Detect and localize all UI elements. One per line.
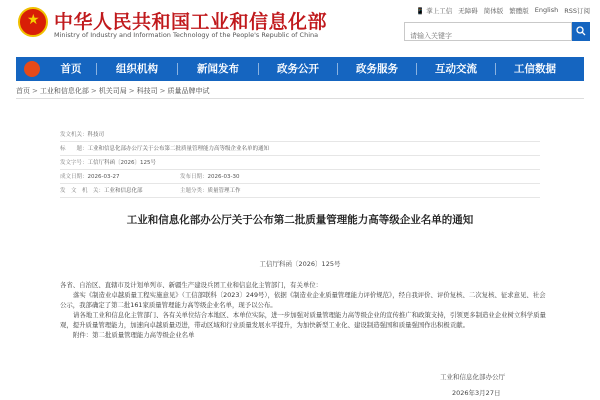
nav-organization[interactable]: 组织机构 [116, 63, 158, 75]
search-box [404, 22, 572, 41]
document-body [60, 280, 548, 340]
meta-row-issuer [60, 128, 540, 142]
document-number: 工信厅科函〔2026〕125号 [259, 260, 341, 268]
meta-label: 主题分类： [180, 188, 208, 194]
meta-label: 成文日期： [60, 174, 88, 180]
attachment-link[interactable]: 附件：第二批质量管理能力高等级企业名单 [73, 331, 195, 339]
nav-news[interactable]: 新闻发布 [197, 63, 239, 75]
meta-row-dates [60, 170, 540, 184]
meta-row-category [60, 184, 540, 198]
signature-org: 工业和信息化部办公厅 [440, 373, 505, 381]
meta-label: 发文字号： [60, 160, 88, 166]
meta-org [60, 184, 180, 197]
signature-date: 2026年3月27日 [452, 389, 501, 397]
meta-row-doc-number [60, 156, 540, 170]
meta-value: 工业和信息化部办公厅关于公布第二批质量管理能力高等级企业名单的通知 [87, 146, 270, 152]
national-emblem-icon[interactable] [18, 7, 48, 37]
meta-topic [180, 184, 300, 197]
site-header [0, 0, 600, 54]
mobile-app-link[interactable]: 📱 掌上工信 [416, 7, 453, 15]
breadcrumb-separator: > [90, 87, 97, 95]
meta-value: 2026-03-30 [207, 174, 240, 180]
paragraph-decision: 落实《制造业卓越质量工程实施意见》（工信部联科〔2023〕249号），依据《制造业企业质量管理能力评价规范》，经自我评价、评价复核、二次复核、征求意见、社会公示，我部确定了第二批161家质量管理能力高等级企业名单，现予以公布。 [60, 291, 546, 309]
meta-label: 发布日期： [180, 174, 208, 180]
english-link[interactable]: English [534, 6, 559, 14]
breadcrumb-home[interactable]: 首页 [16, 87, 30, 95]
nav-government-affairs[interactable]: 政务公开 [277, 63, 319, 75]
meta-label: 发 文 机 关： [60, 188, 105, 194]
top-links [416, 6, 590, 15]
simplified-link[interactable]: 简体版 [483, 7, 504, 15]
meta-label: 发文机关： [60, 132, 88, 138]
nav-interaction[interactable]: 互动交流 [435, 63, 477, 75]
breadcrumb-ministry[interactable]: 工业和信息化部 [39, 87, 89, 95]
search-icon [576, 26, 586, 36]
breadcrumb-departments[interactable]: 机关司局 [98, 87, 127, 95]
breadcrumb-separator: > [159, 87, 166, 95]
search-button[interactable] [572, 22, 590, 41]
breadcrumb-separator: > [128, 87, 135, 95]
breadcrumb-divider [16, 98, 584, 99]
document-metadata [60, 128, 540, 198]
site-title-en: Ministry of Industry and Information Technology of the People's Republic of China [54, 31, 319, 39]
star-icon: ★ [27, 12, 40, 28]
meta-row-title [60, 142, 540, 156]
rss-link[interactable]: RSS订阅 [564, 7, 590, 15]
meta-written-date [60, 170, 180, 183]
meta-publish-date [180, 170, 300, 183]
meta-label: 标 题： [60, 146, 88, 152]
paragraph-requirements: 请各地工业和信息化主管部门、各有关单位结合本地区、本单位实际，进一步加强对质量管理能力高等级企业的宣传推广和政策支持，引领更多制造业企业树立科学质量观，提升质量管理能力，加速向卓越质量迈进，带动区域和行业质量发展水平提升，为加快新型工业化、建设制造强国和质量强国作出积极贡献。 [60, 311, 546, 329]
meta-value: 质量管理工作 [207, 188, 241, 194]
home-logo-icon[interactable] [16, 57, 46, 81]
meta-value: 2026-03-27 [87, 174, 120, 180]
meta-value: 工业和信息化部 [104, 188, 143, 194]
paragraph-salutation: 各省、自治区、直辖市及计划单列市、新疆生产建设兵团工业和信息化主管部门，有关单位： [60, 281, 323, 289]
search-input[interactable] [405, 28, 545, 45]
breadcrumb-tech-dept[interactable]: 科技司 [136, 87, 158, 95]
meta-value: 科技司 [87, 132, 105, 138]
accessibility-link[interactable]: 无障碍 [458, 7, 478, 15]
nav-home[interactable]: 首页 [60, 63, 82, 75]
document-title: 工业和信息化部办公厅关于公布第二批质量管理能力高等级企业名单的通知 [126, 214, 474, 226]
traditional-link[interactable]: 繁體版 [509, 7, 529, 15]
breadcrumb-separator: > [32, 87, 38, 95]
site-title[interactable]: 中华人民共和国工业和信息化部 [54, 11, 328, 33]
meta-value: 工信厅科函〔2026〕125号 [87, 160, 157, 166]
main-nav [16, 57, 584, 81]
nav-data[interactable]: 工信数据 [514, 63, 556, 75]
breadcrumb-quality[interactable]: 质量品牌申试 [167, 87, 210, 95]
nav-services[interactable]: 政务服务 [356, 63, 398, 75]
breadcrumb [16, 86, 584, 96]
